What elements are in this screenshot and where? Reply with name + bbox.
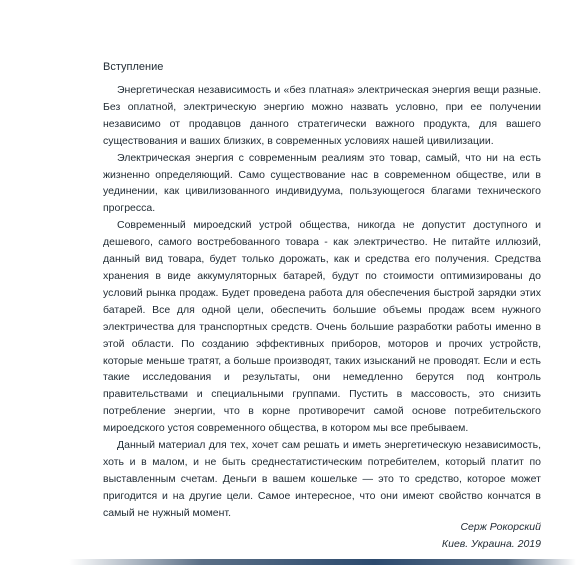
signature-block (442, 519, 541, 553)
paragraph-4: Данный материал для тех, хочет сам решать и иметь энергетическую независимость, хоть и в малом, и не быть среднестатистическим потребителем, который платит по выставленным счетам. Деньги в вашем кошельке — это то средство, которое может пригодится и на другие цели. Самое интересное, что они имеют свойство кончатся в самый не нужный момент. (103, 439, 541, 519)
paragraph-2: Электрическая энергия с современным реалиям это товар, самый, что ни на есть жизненно определяющий. Само существование нас в современном обществе, или в уединении, как цивилизованного индивидуума, пользующегося благами технического прогресса. (103, 151, 541, 215)
document-body (103, 60, 541, 522)
paragraph-3: Современный мироедский устрой общества, никогда не допустит доступного и дешевого, самого востребованного товара - как электричество. Не питайте иллюзий, данный вид товара, будет только дорожать, как и средства его получения. Средства хранения в виде аккумуляторных батарей, будут по стоимости оптимизированы до условий рынка продаж. Будет проведена работа для обеспечения быстрой зарядки этих батарей. Все для одной цели, обеспечить большие объемы продаж всем нужного электричества для транспортных средств. Очень большие разработки работы именно в этой области. По созданию эффективных приборов, моторов и прочих устройств, которые меньше тратят, а больше производят, таких изысканий не проводят. Если и есть такие исследования и результаты, они немедленно берутся под контроль правительствами и специальными группами. Пустить в массовость, это снизить потребление энергии, что в корне противоречит самой основе потребительского мироедского устоя современного общества, в котором мы все пребываем. (103, 219, 541, 435)
section-heading: Вступление (103, 61, 164, 73)
author-name: Серж Рокорский (460, 521, 541, 533)
paragraph-1: Энергетическая независимость и «без платная» электрическая энергия вещи разные. Без оплатной, электрическую энергию можно назвать условно, при ее получении независимо от продавцов данного стратегически важного продукта, для вашего существования и ваших близких, в современных условиях нашей цивилизации. (103, 84, 541, 147)
bottom-divider (0, 559, 576, 565)
place-date: Киев. Украина. 2019 (441, 538, 541, 550)
